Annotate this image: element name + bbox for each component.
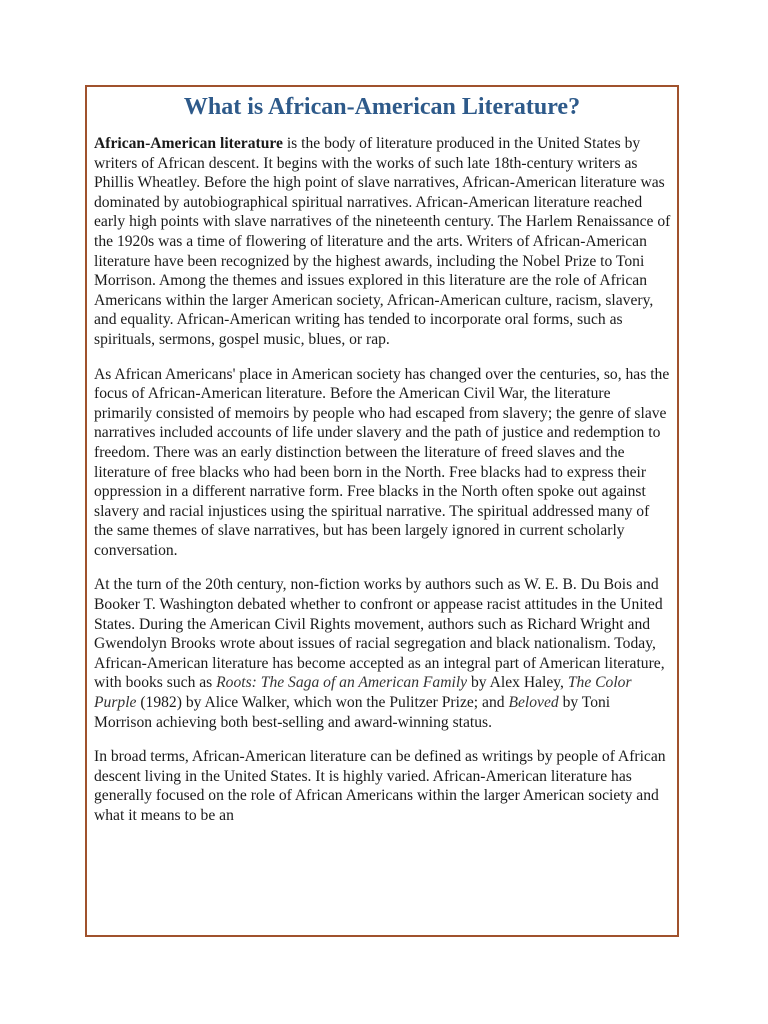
paragraph-3-text-d: by Toni Morrison achieving both best-selling and award-winning status.: [94, 694, 611, 731]
paragraph-3: [87, 575, 677, 732]
paragraph-4: In broad terms, African-American literature can be defined as writings by people of African descent living in the United States. It is highly varied. African-American literature has generally focused on the role of African Americans within the larger American society and what it means to be an: [94, 748, 666, 824]
page-title: What is African-American Literature?: [183, 94, 581, 120]
paragraph-3-text-a: At the turn of the 20th century, non-fiction works by authors such as W. E. B. Du Bois and Booker T. Washington debated whether to confront or appease racist attitudes in the United States. During the American Civil Rights movement, authors such as Richard Wright and Gwendolyn Brooks wrote about issues of racial segregation and black nationalism. Today, African-American literature has become accepted as an integral part of American literature, with books such as: [94, 576, 665, 692]
book-title-color-purple: The Color Purple: [94, 674, 632, 712]
book-title-beloved: Beloved: [508, 694, 559, 712]
paragraph-1: [87, 134, 677, 350]
paragraph-3-text-b: by Alex Haley,: [467, 674, 568, 692]
paragraph-2: As African Americans' place in American society has changed over the centuries, so, has the focus of African-American literature. Before the American Civil War, the literature primarily consisted of memoirs by people who had escaped from slavery; the genre of slave narratives included accounts of life under slavery and the path of justice and redemption to freedom. There was an early distinction between the literature of freed slaves and the literature of free blacks who had been born in the North. Free blacks had to express their oppression in a different narrative form. Free blacks in the North often spoke out against slavery and racial injustices using the spiritual narrative. The spiritual addressed many of the same themes of slave narratives, but has been largely ignored in current scholarly conversation.: [94, 365, 670, 559]
paragraph-1-lead-term: African-American literature: [94, 135, 283, 152]
paragraph-1-text: is the body of literature produced in the United States by writers of African descent. It begins with the works of such late 18th-century writers as Phillis Wheatley. Before the high point of slave narratives, African-American literature was dominated by autobiographical spiritual narratives. African-American literature reached early high points with slave narratives of the nineteenth century. The Harlem Renaissance of the 1920s was a time of flowering of literature and the arts. Writers of African-American literature have been recognized by the highest awards, including the Nobel Prize to Toni Morrison. Among the themes and issues explored in this literature are the role of African Americans within the larger American society, African-American culture, racism, slavery, and equality. African-American writing has tended to incorporate oral forms, such as spirituals, sermons, gospel music, blues, or rap.: [94, 135, 671, 348]
book-title-roots: Roots: The Saga of an American Family: [216, 674, 468, 692]
document-frame: [85, 85, 679, 937]
paragraph-3-text-c: (1982) by Alice Walker, which won the Pulitzer Prize; and: [136, 694, 509, 712]
